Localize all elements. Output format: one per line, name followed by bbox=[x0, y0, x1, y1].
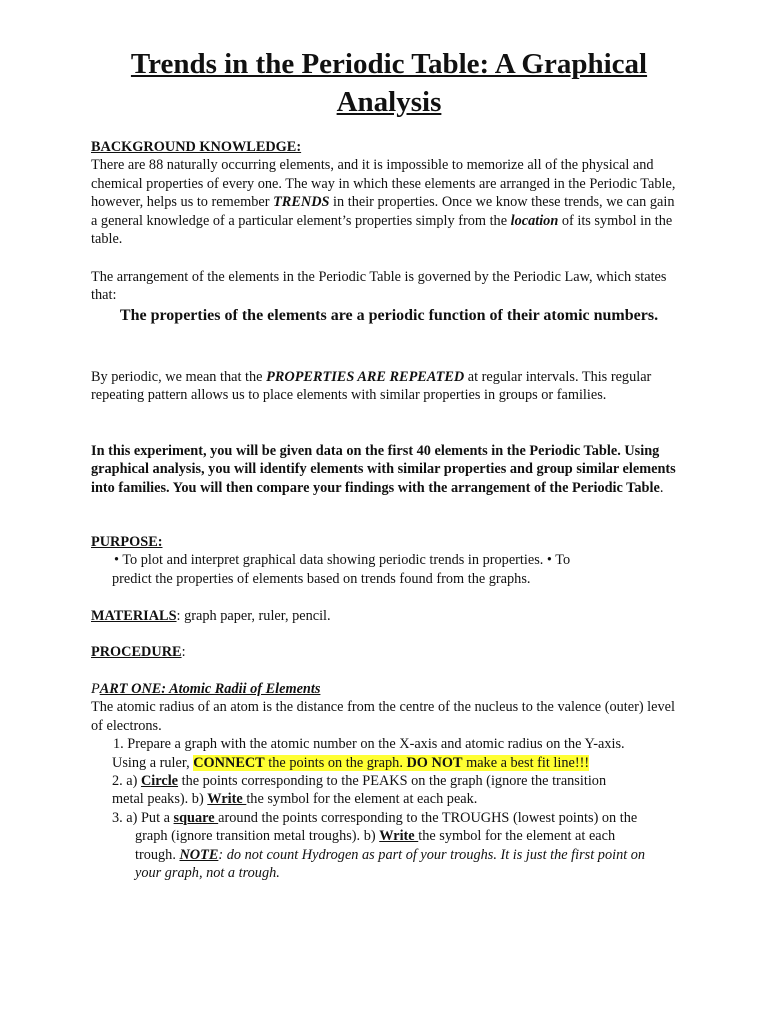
square-emphasis: square bbox=[173, 809, 219, 826]
step-text: Using a ruler, bbox=[112, 754, 194, 771]
step-text: make a best fit line!!! bbox=[462, 754, 590, 771]
part-one-section bbox=[91, 680, 681, 882]
location-emphasis: location bbox=[510, 212, 559, 229]
background-paragraph-3 bbox=[91, 368, 681, 405]
procedure-line bbox=[91, 643, 681, 661]
step-text: the points on the graph. bbox=[264, 754, 407, 771]
periodic-law-statement: The properties of the elements are a periodic function of their atomic numbers. bbox=[119, 307, 659, 324]
step-2 bbox=[91, 772, 681, 809]
step-3-line-1 bbox=[112, 809, 681, 827]
step-1-line-1: 1. Prepare a graph with the atomic number on the X-axis and atomic radius on the Y-axis. bbox=[113, 736, 625, 753]
step-text: the points corresponding to the PEAKS on the graph (ignore the transition bbox=[178, 773, 607, 790]
periodic-law-intro: The arrangement of the elements in the Periodic Table is governed by the Periodic Law, which states that: bbox=[91, 269, 667, 304]
write-emphasis: Write bbox=[379, 828, 419, 845]
circle-emphasis: Circle bbox=[140, 773, 179, 790]
note-text: : do not count Hydrogen as part of your troughs. It is just the first point on bbox=[218, 846, 646, 863]
note-emphasis: NOTE bbox=[179, 846, 219, 863]
background-text: of its symbol in the table. bbox=[91, 212, 673, 248]
procedure-heading: PROCEDURE bbox=[91, 644, 182, 660]
step-text: metal peaks). b) bbox=[112, 791, 208, 808]
experiment-text: In this experiment, you will be given data on the first 40 elements in the Periodic Table. Using graphical analysis, you will identify elements with similar properties and group similar elements into families. You will then compare your findings with the arrangement of the Periodic Table bbox=[91, 443, 676, 496]
background-paragraph-1 bbox=[91, 156, 681, 248]
materials-text: : graph paper, ruler, pencil. bbox=[176, 608, 331, 624]
do-not-emphasis: DO NOT bbox=[406, 754, 463, 771]
purpose-section bbox=[91, 533, 681, 588]
background-text: at regular intervals. This regular repeating pattern allows us to place elements with similar properties in groups or families. bbox=[91, 369, 652, 404]
part-one-heading-text: ART ONE: Atomic Radii of Elements bbox=[99, 681, 321, 697]
connect-emphasis: CONNECT bbox=[193, 754, 265, 771]
experiment-period: . bbox=[659, 479, 664, 496]
procedure-colon: : bbox=[181, 644, 186, 660]
purpose-line-1: • To plot and interpret graphical data showing periodic trends in properties. • To bbox=[114, 552, 571, 569]
purpose-line-2: predict the properties of elements based on trends found from the graphs. bbox=[112, 570, 531, 587]
materials-heading: MATERIALS bbox=[91, 608, 177, 624]
materials-line bbox=[91, 607, 681, 625]
properties-repeated-emphasis: PROPERTIES ARE REPEATED bbox=[266, 369, 465, 385]
background-text: There are 88 naturally occurring elements, and it is impossible to memorize all of the physical and chemical properties of every one. The way in which these elements are arranged in the Periodic Table, however, helps us to remember bbox=[91, 157, 676, 211]
part-one-heading bbox=[91, 680, 681, 698]
experiment-paragraph bbox=[91, 442, 681, 497]
background-section bbox=[91, 138, 681, 248]
trends-emphasis: TRENDS bbox=[273, 194, 330, 211]
page-title: Trends in the Periodic Table: A Graphical Analysis bbox=[130, 48, 648, 118]
step-2-line-1 bbox=[112, 772, 681, 790]
step-text: 3. a) Put a bbox=[112, 809, 174, 826]
purpose-heading: PURPOSE: bbox=[91, 534, 163, 550]
step-text: around the points corresponding to the TROUGHS (lowest points) on the bbox=[218, 809, 638, 826]
step-text: 2. a) bbox=[112, 773, 141, 790]
step-1-highlight bbox=[193, 755, 589, 771]
part-one-heading-initial: P bbox=[91, 681, 100, 697]
background-text: By periodic, we mean that the bbox=[91, 369, 267, 385]
step-3-line-4: your graph, not a trough. bbox=[135, 865, 280, 882]
write-emphasis: Write bbox=[207, 791, 247, 808]
step-3-line-2 bbox=[112, 827, 681, 845]
step-text: the symbol for the element at each peak. bbox=[246, 791, 478, 808]
step-2-line-2 bbox=[112, 790, 681, 808]
step-1 bbox=[91, 735, 681, 772]
step-text: graph (ignore transition metal troughs). b) bbox=[135, 828, 380, 845]
step-1-line-2 bbox=[112, 754, 681, 772]
step-3 bbox=[91, 809, 681, 883]
step-3-line-3 bbox=[112, 846, 681, 864]
step-text: trough. bbox=[135, 846, 180, 863]
step-text: the symbol for the element at each bbox=[418, 828, 616, 845]
background-text: in their properties. Once we know these trends, we can gain a general knowledge of a particular element’s properties simply from the bbox=[91, 194, 675, 229]
part-one-intro: The atomic radius of an atom is the distance from the centre of the nucleus to the valence (outer) level of electrons. bbox=[91, 699, 675, 734]
background-heading: BACKGROUND KNOWLEDGE: bbox=[91, 139, 302, 155]
